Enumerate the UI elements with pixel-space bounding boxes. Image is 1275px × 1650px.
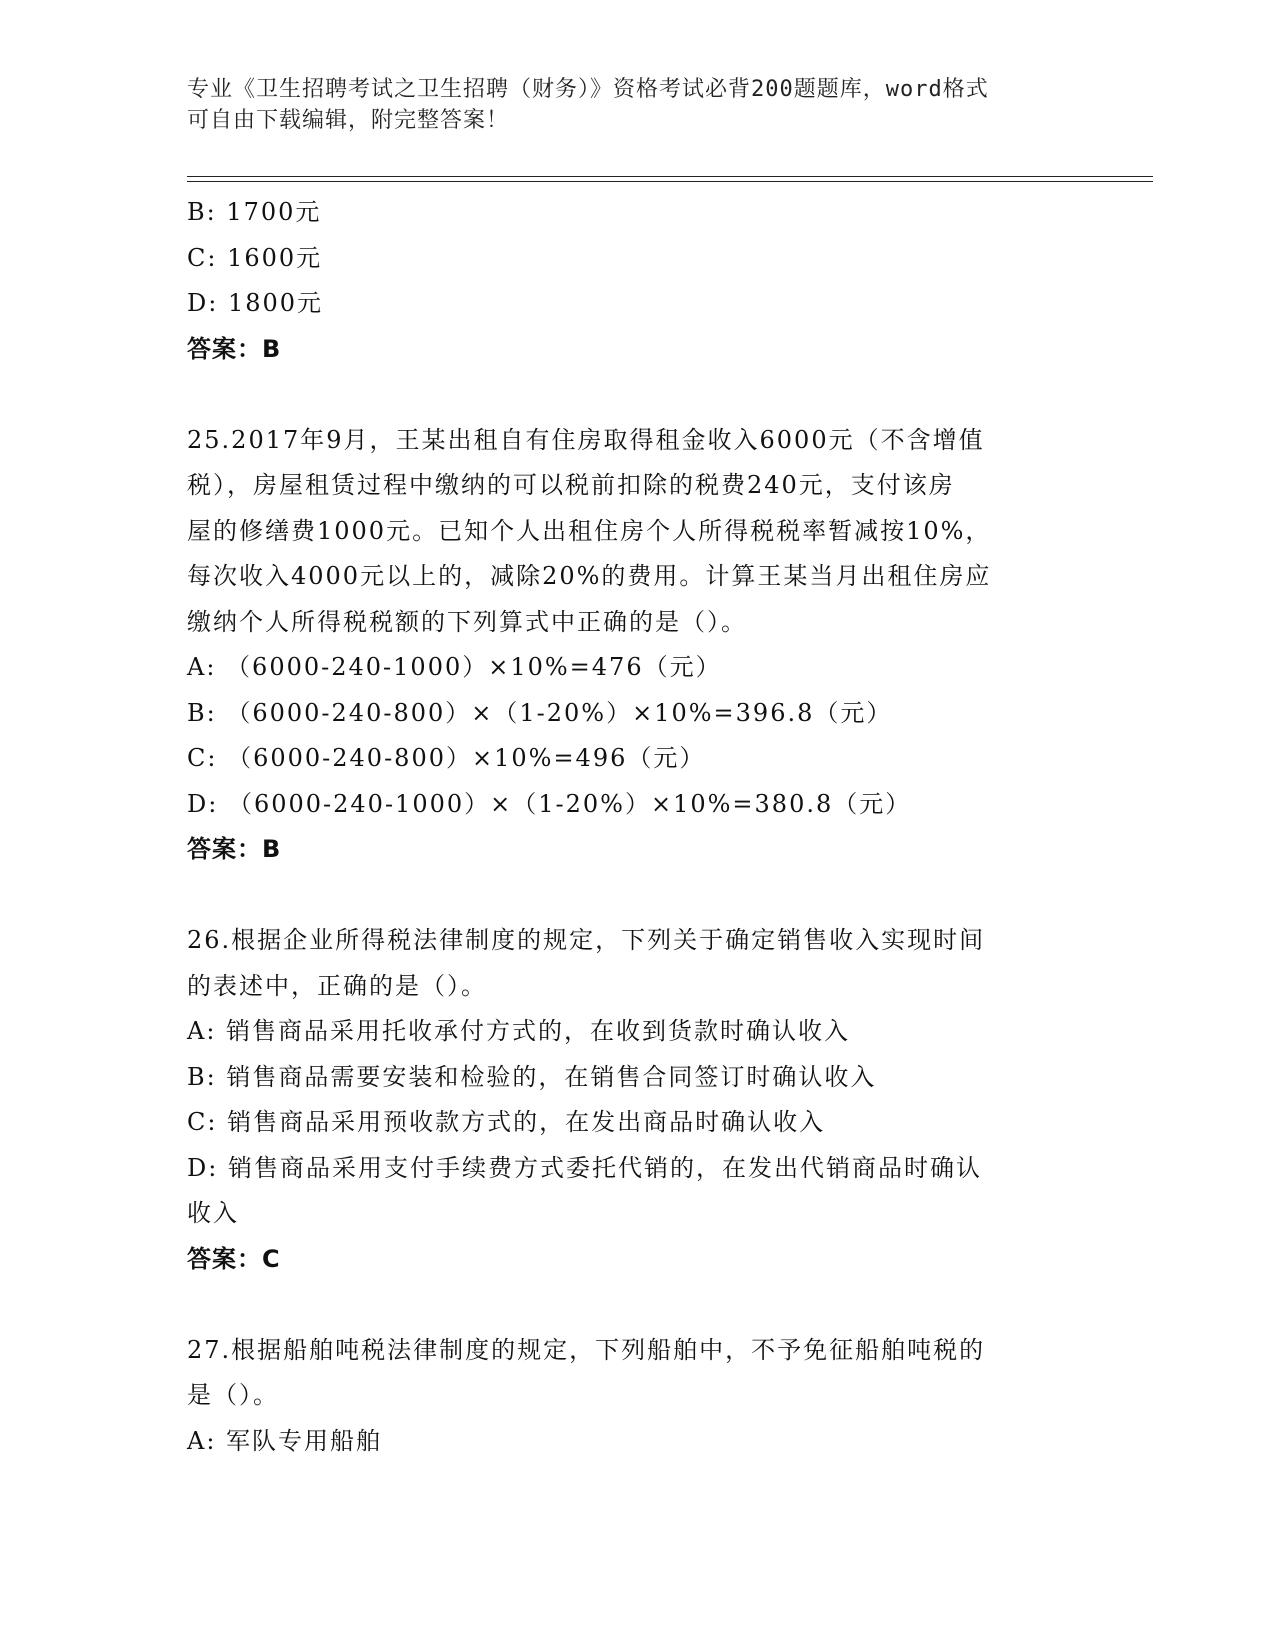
- option-c: C: 1600元: [187, 243, 323, 272]
- option-a: A: （6000-240-1000）×10%=476（元）: [187, 653, 722, 681]
- option-d: D: 1800元: [187, 289, 324, 317]
- option-a: A: 销售商品采用托收承付方式的，在收到货款时确认收入: [187, 1017, 851, 1045]
- answer-line: 答案：C: [187, 1244, 281, 1273]
- header-divider-bottom: [187, 181, 1153, 182]
- option-d: D: 销售商品采用支付手续费方式委托代销的，在发出代销商品时确认: [187, 1153, 982, 1182]
- document-body: [187, 190, 1067, 1464]
- option-c: C: （6000-240-800）×10%=496（元）: [187, 744, 706, 772]
- option-a: A: 军队专用船舶: [187, 1426, 383, 1455]
- spacer: [187, 873, 1067, 919]
- option-d-continuation: 收入: [187, 1199, 239, 1227]
- option-b: B: （6000-240-800）×（1-20%）×10%=396.8（元）: [187, 698, 893, 727]
- option-d: D: （6000-240-1000）×（1-20%）×10%=380.8（元）: [187, 789, 912, 818]
- option-b: B: 销售商品需要安装和检验的，在销售合同签订时确认收入: [187, 1062, 877, 1091]
- option-c: C: 销售商品采用预收款方式的，在发出商品时确认收入: [187, 1108, 826, 1136]
- header-divider-top: [187, 176, 1153, 177]
- question-25: [187, 418, 1067, 873]
- previous-question-tail: [187, 190, 1067, 372]
- answer-line: 答案：B: [187, 334, 282, 363]
- question-stem-line: 税），房屋租赁过程中缴纳的可以税前扣除的税费240元，支付该房: [187, 471, 955, 499]
- question-stem-line: 27.根据船舶吨税法律制度的规定，下列船舶中，不予免征船舶吨税的: [187, 1335, 986, 1364]
- spacer: [187, 1282, 1067, 1328]
- question-stem-line: 缴纳个人所得税税额的下列算式中正确的是（）。: [187, 607, 747, 636]
- question-26: [187, 918, 1067, 1282]
- spacer: [187, 372, 1067, 418]
- header-title-line-1: 专业《卫生招聘考试之卫生招聘（财务）》资格考试必背200题题库，word格式: [187, 77, 989, 102]
- question-stem-line: 是（）。: [187, 1381, 279, 1409]
- question-27: [187, 1328, 1067, 1465]
- answer-line: 答案：B: [187, 835, 282, 863]
- question-stem-line: 26.根据企业所得税法律制度的规定，下列关于确定销售收入实现时间: [187, 926, 986, 954]
- question-stem-line: 的表述中，正确的是（）。: [187, 971, 487, 1000]
- question-stem-line: 每次收入4000元以上的，减除20%的费用。计算王某当月出租住房应: [187, 562, 992, 590]
- header-title-line-2: 可自由下载编辑，附完整答案！: [187, 108, 510, 133]
- question-stem-line: 25.2017年9月，王某出租自有住房取得租金收入6000元（不含增值: [187, 425, 985, 454]
- question-stem-line: 屋的修缮费1000元。已知个人出租住房个人所得税税率暂减按10%，: [187, 516, 992, 545]
- option-b: B: 1700元: [187, 198, 322, 226]
- document-header: [187, 74, 1067, 136]
